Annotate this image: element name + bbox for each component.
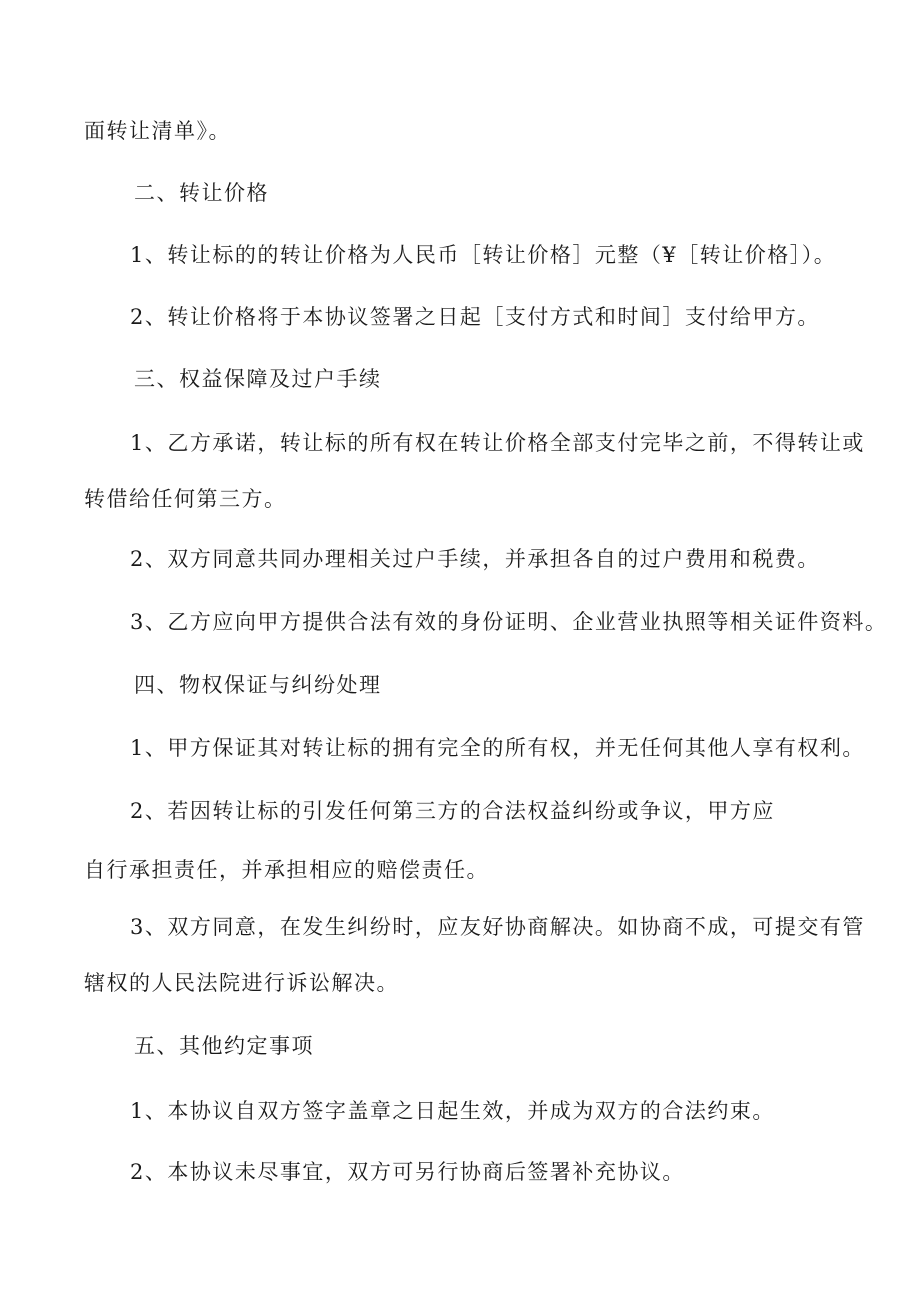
clause-3-2: 2、双方同意共同办理相关过户手续，并承担各自的过户费用和税费。 bbox=[130, 547, 820, 571]
clause-4-3-continuation: 辖权的人民法院进行诉讼解决。 bbox=[84, 971, 399, 995]
section-heading-property-guarantee: 四、物权保证与纠纷处理 bbox=[134, 673, 382, 697]
clause-3-1-continuation: 转借给任何第三方。 bbox=[84, 487, 287, 511]
clause-2-2: 2、转让价格将于本协议签署之日起［支付方式和时间］支付给甲方。 bbox=[130, 305, 820, 329]
clause-4-2: 2、若因转让标的引发任何第三方的合法权益纠纷或争议，甲方应 bbox=[130, 799, 775, 823]
clause-3-1: 1、乙方承诺，转让标的所有权在转让价格全部支付完毕之前，不得转让或 bbox=[130, 431, 865, 455]
clause-5-2: 2、本协议未尽事宜，双方可另行协商后签署补充协议。 bbox=[130, 1160, 685, 1184]
continuation-line: 面转让清单》。 bbox=[84, 119, 231, 143]
clause-4-2-continuation: 自行承担责任，并承担相应的赔偿责任。 bbox=[84, 858, 489, 882]
section-heading-transfer-price: 二、转让价格 bbox=[134, 181, 269, 205]
section-heading-rights-protection: 三、权益保障及过户手续 bbox=[134, 367, 382, 391]
section-heading-other-terms: 五、其他约定事项 bbox=[134, 1034, 314, 1058]
clause-4-3: 3、双方同意，在发生纠纷时，应友好协商解决。如协商不成，可提交有管 bbox=[130, 915, 865, 939]
clause-2-1: 1、转让标的的转让价格为人民币［转让价格］元整（¥［转让价格］）。 bbox=[130, 243, 837, 267]
clause-4-1: 1、甲方保证其对转让标的拥有完全的所有权，并无任何其他人享有权利。 bbox=[130, 736, 865, 760]
clause-5-1: 1、本协议自双方签字盖章之日起生效，并成为双方的合法约束。 bbox=[130, 1099, 775, 1123]
clause-3-3: 3、乙方应向甲方提供合法有效的身份证明、企业营业执照等相关证件资料。 bbox=[130, 610, 888, 634]
